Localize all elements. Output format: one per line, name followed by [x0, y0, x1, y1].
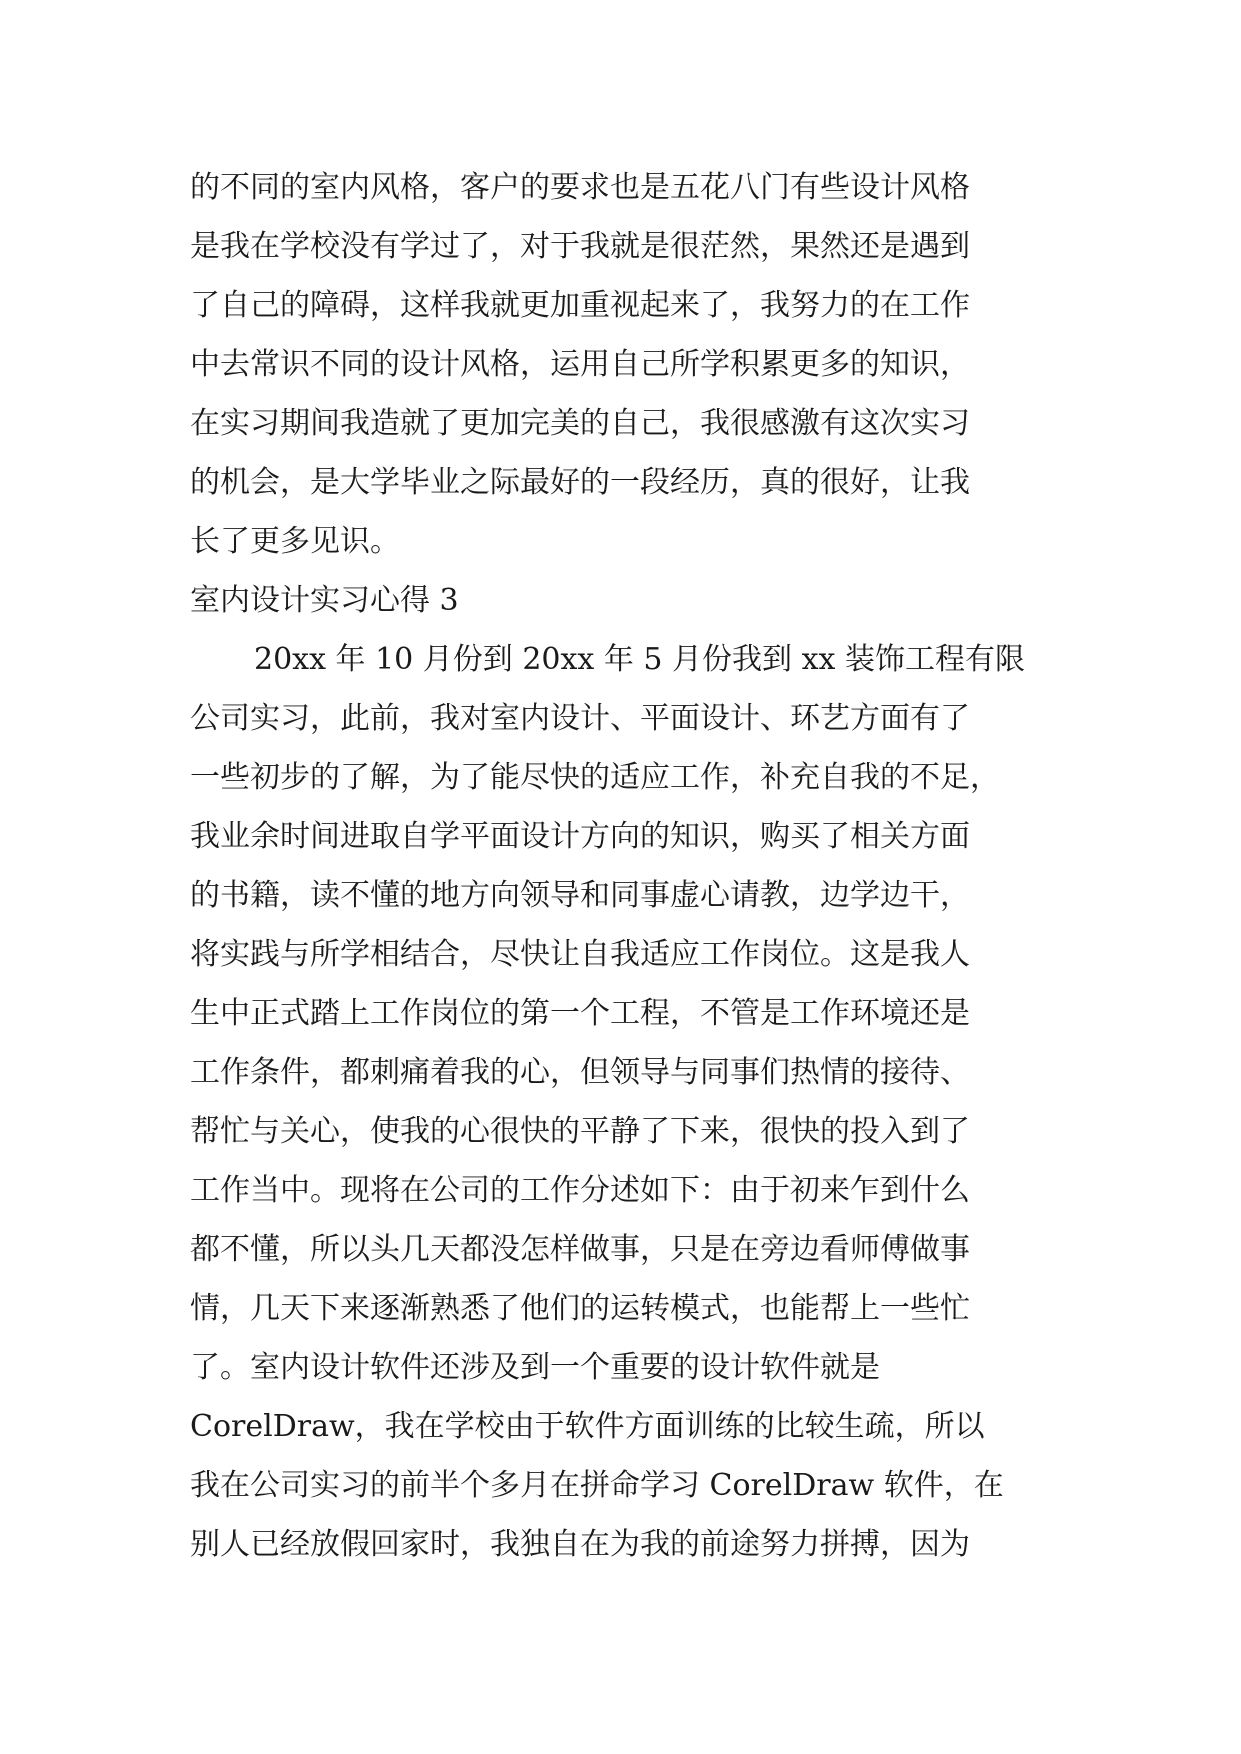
text-line: 的不同的室内风格，客户的要求也是五花八门有些设计风格: [190, 170, 970, 205]
paragraph-continued: [190, 158, 1050, 571]
text-line: 别人已经放假回家时，我独自在为我的前途努力拼搏，因为: [190, 1527, 970, 1562]
text-line: 情，几天下来逐渐熟悉了他们的运转模式，也能帮上一些忙: [190, 1291, 970, 1326]
text-line: 帮忙与关心，使我的心很快的平静了下来，很快的投入到了: [190, 1114, 970, 1149]
text-line: 工作当中。现将在公司的工作分述如下：由于初来乍到什么: [190, 1173, 970, 1208]
section-title: 室内设计实习心得 3: [190, 583, 459, 618]
text-line: 我业余时间进取自学平面设计方向的知识，购买了相关方面: [190, 819, 970, 854]
text-line: 的机会，是大学毕业之际最好的一段经历，真的很好，让我: [190, 465, 970, 500]
text-line-first: 20xx 年 10 月份到 20xx 年 5 月份我到 xx 装饰工程有限: [254, 642, 1025, 677]
text-line: CorelDraw，我在学校由于软件方面训练的比较生疏，所以: [190, 1409, 985, 1444]
text-line: 将实践与所学相结合，尽快让自我适应工作岗位。这是我人: [190, 937, 970, 972]
text-line: 一些初步的了解，为了能尽快的适应工作，补充自我的不足，: [190, 760, 1000, 795]
text-line: 公司实习，此前，我对室内设计、平面设计、环艺方面有了: [190, 701, 970, 736]
text-line: 中去常识不同的设计风格，运用自己所学积累更多的知识，: [190, 347, 970, 382]
text-line: 生中正式踏上工作岗位的第一个工程，不管是工作环境还是: [190, 996, 970, 1031]
text-line: 了。室内设计软件还涉及到一个重要的设计软件就是: [190, 1350, 880, 1385]
document-body: [190, 158, 1050, 1574]
text-line: 在实习期间我造就了更加完美的自己，我很感激有这次实习: [190, 406, 970, 441]
text-line: 我在公司实习的前半个多月在拼命学习 CorelDraw 软件，在: [190, 1468, 1004, 1503]
text-line: 长了更多见识。: [190, 524, 400, 559]
text-line: 工作条件，都刺痛着我的心，但领导与同事们热情的接待、: [190, 1055, 970, 1090]
text-line: 是我在学校没有学过了，对于我就是很茫然，果然还是遇到: [190, 229, 970, 264]
paragraph-main: [190, 630, 1050, 1574]
text-line: 都不懂，所以头几天都没怎样做事，只是在旁边看师傅做事: [190, 1232, 970, 1267]
text-line: 了自己的障碍，这样我就更加重视起来了，我努力的在工作: [190, 288, 970, 323]
text-line: 的书籍，读不懂的地方向领导和同事虚心请教，边学边干，: [190, 878, 970, 913]
